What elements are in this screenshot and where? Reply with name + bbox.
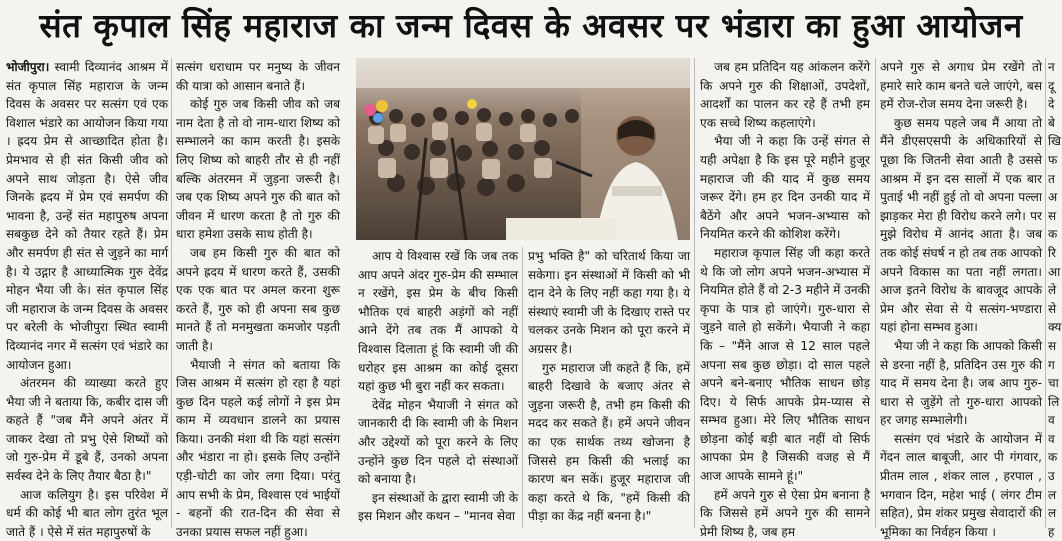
paragraph: आज कलियुग है। इस परिवेश में धर्म की कोई भी बात लोग तुरंत भूल जाते हैं । ऐसे में संत महापुरुषों के [6, 486, 168, 541]
article-column-6 [880, 58, 1042, 530]
column-rule [1045, 58, 1046, 528]
paragraph: कुछ समय पहले जब मैं आया तो मैंने डीएसएसपी के अधिकारियों से पूछा कि जितनी सेवा आती है उससे आश्रम में इन दस सालों में एक बार पुताई भी नहीं हुई तो वो अपना पल्ला झाड़कर मेरा ही विरोध करने लगे। पर मुझे विरोध में आनंद आता है। जब तक कोई संघर्ष न हो तब तक आपको अपने विकास का पता नहीं लगता। आज इतने विरोध के बावजूद आपके प्रेम और सेवा से ये सत्संग-भण्डारा यहां होना सम्भव हुआ। [880, 114, 1042, 337]
article-column-1 [6, 58, 168, 530]
paragraph: हमें अपने गुरु से ऐसा प्रेम बनाना है कि जिससे हमें अपने गुरु की सामने प्रेमी शिष्य है, जब हम [700, 486, 870, 541]
paragraph [6, 58, 168, 374]
article-column-4 [528, 247, 690, 530]
paragraph: गुरु महाराज जी कहते हैं कि, हमें बाहरी दिखावे के बजाए अंतर से जुड़ना जरूरी है, तभी हम किसी की मदद कर सकते हैं। हमें अपने जीवन का एक सार्थक तथ्य खोजना है जिससे हम किसी की भलाई का कारण बन सकें। हुजूर महाराज जी कहा करते थे कि, "हमें किसी की पीड़ा का केंद्र नहीं बनना है।" [528, 359, 690, 526]
dateline: भोजीपुरा। [6, 60, 49, 74]
article-column-3 [358, 247, 518, 530]
column-rule [875, 58, 876, 528]
paragraph-text: स्वामी दिव्यानंद आश्रम में संत कृपाल सिंह महाराज के जन्म दिवस के अवसर पर सत्संग एवं एक विशाल भंडारे का आयोजन किया गया । ह्रदय प्रेम से आच्छादित होता है। प्रेमभाव से ही संत किसी जीव को अपने साथ जोड़ता है। ऐसे जीव जिनके ह्रदय में प्रेम एवं समर्पण की भावना है, उन्हें संत महापुरुष अपना सबकुछ देने को तैयार रहते हैं। प्रेम और समर्पण ही संत से जुड़ने का मार्ग है। ये उद्गार है आध्यात्मिक गुरु देवेंद्र मोहन भैया जी के। संत कृपाल सिंह जी महाराज के जन्म दिवस के अवसर पर बरेली के भोजीपुरा स्थित स्वामी दिव्यानंद नगर में सत्संग एवं भंडारे का आयोजन हुआ। [6, 60, 168, 372]
paragraph: कोई गुरु जब किसी जीव को जब नाम देता है तो वो नाम-धारा शिष्य को सम्भालने का काम करती है। इसके लिए शिष्य को बाहरी तौर से ही नहीं बल्कि अंतरमन में जुड़ना जरूरी है। जब एक शिष्य अपने गुरु की बात को जीवन में धारण करता है तो गुरु की धारा हमेशा उसके साथ होती है। [176, 95, 340, 244]
paragraph: भैया जी ने कहा कि उन्हें संगत से यही अपेक्षा है कि इस पूरे महीने हुजूर महाराज जी की याद में कुछ समय जरूर देंगे। हम हर दिन उनकी याद में बैठेंगे और अपने भजन-अभ्यास को नियमित करने की कोशिश करेंगे। [700, 132, 870, 244]
column-rule [694, 58, 695, 528]
article-column-2 [176, 58, 340, 530]
paragraph: जब हम किसी गुरु की बात को अपने ह्रदय में धारण करते हैं, उसकी एक एक बात पर अमल करना शुरू करते हैं, गुरु को ही अपना सब कुछ मानते हैं तो मनमुखता कमजोर पड़ती जाती है। [176, 244, 340, 356]
news-photo [356, 58, 690, 240]
column-rule [522, 247, 523, 528]
adjacent-article-edge: न दू दे बे खि फ त अ स क रि आ ले से क्य स ग चा लि व व क उ ल ल ह [1048, 58, 1062, 530]
paragraph: अंतरमन की व्याख्या करते हुए भैया जी ने बताया कि, कबीर दास जी कहते हैं "जब मैंने अपने अंतर में जाकर देखा तो प्रभु ऐसे शिष्यों को जो गुरु-प्रेम में डूबे हैं, उनको अपना सर्वस्व देने के लिए तैयार बैठा है।" [6, 374, 168, 486]
paragraph: भैया जी ने कहा कि आपको किसी से डरना नहीं है, प्रतिदिन उस गुरु की याद में समय देना है। जब आप गुरु-धारा से जुड़ेंगे तो गुरु-धारा आपको हर जगह सम्भालेगी। [880, 337, 1042, 430]
headline: संत कृपाल सिंह महाराज का जन्म दिवस के अवसर पर भंडारा का हुआ आयोजन [0, 0, 1062, 52]
paragraph: देवेंद्र मोहन भैयाजी ने संगत को जानकारी दी कि स्वामी जी के मिशन और उद्देश्यों को पूरा करने के लिए उन्होंने कुछ दिन पहले दो संस्थाओं को बनाया है। [358, 396, 518, 489]
paragraph: अपने गुरु से अगाध प्रेम रखेंगे तो हमारे सारे काम बनते चले जाएंगे, बस हमें रोज-रोज समय देना जरूरी है। [880, 58, 1042, 114]
paragraph: जब हम प्रतिदिन यह आंकलन करेंगे कि अपने गुरु की शिक्षाओं, उपदेशों, आदर्शों का पालन कर रहे हैं तभी हम एक सच्चे शिष्य कहलाएंगे। [700, 58, 870, 132]
article-column-5 [700, 58, 870, 530]
paragraph: इन संस्थाओं के द्वारा स्वामी जी के इस मिशन और कथन – "मानव सेवा [358, 489, 518, 526]
paragraph: प्रभु भक्ति है" को चरितार्थ किया जा सकेगा। इन संस्थाओं में किसी को भी दान देने के लिए नहीं कहा गया है। ये संस्थाएं स्वामी जी के दिखाए रास्ते पर चलकर उनके मिशन को पूरा करने में अग्रसर है। [528, 247, 690, 359]
paragraph: भैयाजी ने संगत को बताया कि जिस आश्रम में सत्संग हो रहा है यहां कुछ दिन पहले कई लोगों ने इस प्रेम काम में व्यवधान डालने का प्रयास किया। उनकी मंशा थी कि यहां सत्संग और भंडारा ना हो। इसके लिए उन्होंने एड़ी-चोटी का जोर लगा दिया। परंतु आप सभी के प्रेम, विश्वास एवं भाईयों - बहनों की रात-दिन की सेवा से उनका प्रयास सफल नहीं हुआ। [176, 356, 340, 541]
paragraph: सत्संग एवं भंडारे के आयोजन में गेंदन लाल बाबूजी, आर पी गंगवार, प्रीतम लाल , शंकर लाल , हरपाल , भगवान दिन, महेश भाई ( लंगर टीम सहित), प्रेम शंकर प्रमुख सेवादारों की भूमिका का निर्वहन किया । [880, 430, 1042, 541]
paragraph: आप ये विश्वास रखें कि जब तक आप अपने अंदर गुरु-प्रेम की सम्भाल न रखेंगे, इस प्रेम के बीच किसी भौतिक एवं बाहरी अड़ंगों को नहीं आने देंगे तब तक मैं आपको ये विश्वास दिलाता हूं कि स्वामी जी की धरोहर इस आश्रम का कोई दूसरा यहां कुछ भी बुरा नहीं कर सकता। [358, 247, 518, 396]
paragraph: सत्संग धराधाम पर मनुष्य के जीवन की यात्रा को आसान बनाते हैं। [176, 58, 340, 95]
column-rule [171, 58, 172, 528]
paragraph: महाराज कृपाल सिंह जी कहा करते थे कि जो लोग अपने भजन-अभ्यास में नियमित होते हैं वो 2-3 महीने में उनकी कृपा के पात्र हो जाएंगे। गुरु-धारा से जुड़ने वाले हो सकेंगे। भैयाजी ने कहा कि – "मैंने आज से 12 साल पहले अपना सब कुछ छोड़ा। दो साल पहले अपने बने-बनाए भौतिक साधन छोड़ दिए। ये सिर्फ आपके प्रेम-प्यास से सम्भव हुआ। मेरे लिए भौतिक साधन छोड़ना कोई बड़ी बात नहीं वो सिर्फ आपका प्रेम है जिसकी वजह से मैं आज आपके सामने हूं।" [700, 244, 870, 486]
